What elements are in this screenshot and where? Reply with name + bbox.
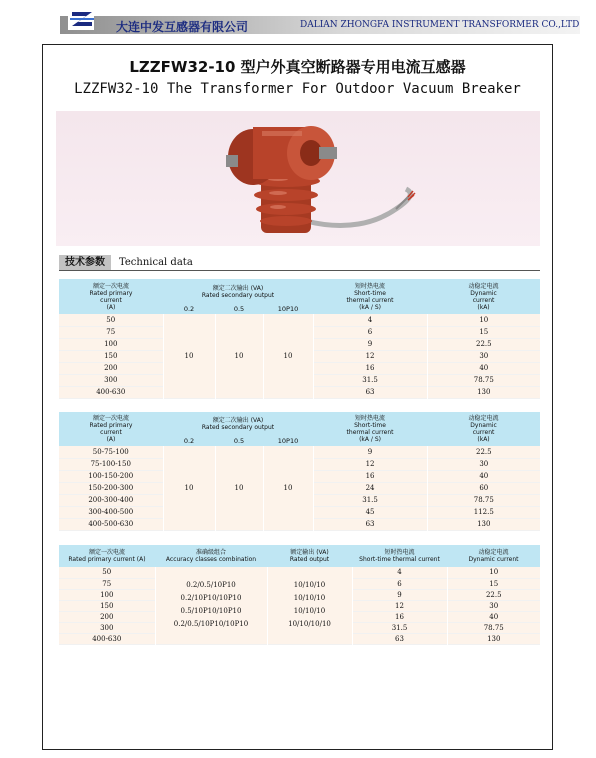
output-cell: 10 bbox=[263, 446, 313, 530]
primary-cell: 200 bbox=[59, 362, 163, 374]
thermal-cell: 63 bbox=[313, 518, 427, 530]
header-thermal-current: 短时热电流 Short-time thermal current (kA / S) bbox=[313, 279, 427, 314]
primary-cell: 150 bbox=[59, 350, 163, 362]
header-thermal-current: 短时热电流 Short-time thermal current (kA / S) bbox=[313, 412, 427, 446]
section-divider bbox=[59, 270, 540, 271]
primary-cell: 50-75-100 bbox=[59, 446, 163, 458]
output-cell: 10 bbox=[215, 314, 263, 398]
product-photo bbox=[56, 111, 540, 246]
sub-header-0.2: 0.2 bbox=[163, 436, 215, 446]
accuracy-item: 0.2/0.5/10P10/10P10 bbox=[173, 620, 249, 629]
thermal-cell: 6 bbox=[313, 326, 427, 338]
thermal-cell: 4 bbox=[352, 567, 447, 578]
header-rated-primary: 额定一次电流 Rated primary current (A) bbox=[59, 412, 163, 446]
thermal-cell: 31.5 bbox=[352, 622, 447, 633]
header-dynamic-current: 动稳定电流 Dynamic current (kA) bbox=[427, 412, 540, 446]
primary-cell: 200 bbox=[59, 611, 155, 622]
header-rated-primary: 额定一次电流 Rated primary current (A) bbox=[59, 279, 163, 314]
thermal-cell: 31.5 bbox=[313, 374, 427, 386]
output-cell: 10 bbox=[263, 314, 313, 398]
transformer-illustration bbox=[56, 111, 540, 246]
thermal-cell: 63 bbox=[313, 386, 427, 398]
output-cell: 10 bbox=[215, 446, 263, 530]
header-dynamic-current: 动稳定电流 Dynamic current bbox=[447, 545, 540, 567]
sub-header-0.2: 0.2 bbox=[163, 305, 215, 314]
primary-cell: 50 bbox=[59, 567, 155, 578]
thermal-cell: 16 bbox=[313, 470, 427, 482]
section-heading bbox=[59, 255, 540, 271]
dynamic-cell: 40 bbox=[447, 611, 540, 622]
dynamic-cell: 40 bbox=[427, 362, 540, 374]
technical-table-3 bbox=[59, 545, 540, 645]
header-thermal-current: 短时热电流 Short-time thermal current bbox=[352, 545, 447, 567]
thermal-cell: 63 bbox=[352, 633, 447, 644]
table-row bbox=[59, 314, 540, 326]
thermal-cell: 16 bbox=[352, 611, 447, 622]
dynamic-cell: 112.5 bbox=[427, 506, 540, 518]
thermal-cell: 9 bbox=[313, 338, 427, 350]
primary-cell: 75-100-150 bbox=[59, 458, 163, 470]
thermal-cell: 9 bbox=[313, 446, 427, 458]
thermal-cell: 12 bbox=[313, 350, 427, 362]
primary-cell: 75 bbox=[59, 578, 155, 589]
table-row bbox=[59, 567, 540, 578]
header-rated-primary: 额定一次电流 Rated primary current (A) bbox=[59, 545, 155, 567]
header-accuracy-classes: 准确级组合 Accuracy classes combination bbox=[155, 545, 267, 567]
dynamic-cell: 10 bbox=[447, 567, 540, 578]
output-cell: 10 bbox=[163, 314, 215, 398]
company-header bbox=[0, 0, 596, 38]
sub-header-10p10: 10P10 bbox=[263, 436, 313, 446]
primary-cell: 400-500-630 bbox=[59, 518, 163, 530]
accuracy-item: 0.2/10P10/10P10 bbox=[180, 594, 242, 603]
dynamic-cell: 15 bbox=[447, 578, 540, 589]
title-en: LZZFW32-10 The Transformer For Outdoor Vacuum Breaker bbox=[74, 81, 521, 97]
header-rated-output: 额定输出 (VA) Rated output bbox=[267, 545, 352, 567]
dynamic-cell: 22.5 bbox=[427, 338, 540, 350]
dynamic-cell: 10 bbox=[427, 314, 540, 326]
output-item: 10/10/10 bbox=[293, 594, 326, 603]
dynamic-cell: 15 bbox=[427, 326, 540, 338]
dynamic-cell: 130 bbox=[427, 386, 540, 398]
table-row bbox=[59, 446, 540, 458]
header-secondary-output: 额定二次输出 (VA) Rated secondary output bbox=[163, 279, 313, 305]
section-label-en: Technical data bbox=[119, 257, 193, 268]
sub-header-0.5: 0.5 bbox=[215, 305, 263, 314]
thermal-cell: 31.5 bbox=[313, 494, 427, 506]
output-item: 10/10/10 bbox=[293, 581, 326, 590]
thermal-cell: 9 bbox=[352, 589, 447, 600]
primary-cell: 300 bbox=[59, 622, 155, 633]
primary-cell: 50 bbox=[59, 314, 163, 326]
primary-cell: 150-200-300 bbox=[59, 482, 163, 494]
thermal-cell: 6 bbox=[352, 578, 447, 589]
header-secondary-output: 额定二次输出 (VA) Rated secondary output bbox=[163, 412, 313, 436]
dynamic-cell: 40 bbox=[427, 470, 540, 482]
thermal-cell: 12 bbox=[352, 600, 447, 611]
company-name-en: DALIAN ZHONGFA INSTRUMENT TRANSFORMER CO.,LTD bbox=[300, 20, 580, 30]
thermal-cell: 16 bbox=[313, 362, 427, 374]
output-item: 10/10/10/10 bbox=[288, 620, 331, 629]
thermal-cell: 4 bbox=[313, 314, 427, 326]
dynamic-cell: 78.75 bbox=[427, 374, 540, 386]
dynamic-cell: 30 bbox=[427, 350, 540, 362]
primary-cell: 150 bbox=[59, 600, 155, 611]
output-cell bbox=[267, 567, 352, 644]
technical-table-2 bbox=[59, 412, 540, 531]
section-label-cn: 技术参数 bbox=[59, 255, 111, 271]
dynamic-cell: 30 bbox=[427, 458, 540, 470]
output-item: 10/10/10 bbox=[293, 607, 326, 616]
primary-cell: 300-400-500 bbox=[59, 506, 163, 518]
company-logo bbox=[66, 8, 110, 36]
dynamic-cell: 60 bbox=[427, 482, 540, 494]
accuracy-cell bbox=[155, 567, 267, 644]
dynamic-cell: 78.75 bbox=[427, 494, 540, 506]
primary-cell: 300 bbox=[59, 374, 163, 386]
title-cn: LZZFW32-10 型户外真空断路器专用电流互感器 bbox=[129, 58, 466, 76]
primary-cell: 200-300-400 bbox=[59, 494, 163, 506]
primary-cell: 100 bbox=[59, 338, 163, 350]
company-name-cn: 大连中发互感器有限公司 bbox=[116, 20, 249, 34]
dynamic-cell: 30 bbox=[447, 600, 540, 611]
thermal-cell: 45 bbox=[313, 506, 427, 518]
technical-table-1 bbox=[59, 279, 540, 399]
dynamic-cell: 130 bbox=[447, 633, 540, 644]
sub-header-10p10: 10P10 bbox=[263, 305, 313, 314]
dynamic-cell: 78.75 bbox=[447, 622, 540, 633]
primary-cell: 100 bbox=[59, 589, 155, 600]
thermal-cell: 12 bbox=[313, 458, 427, 470]
sub-header-0.5: 0.5 bbox=[215, 436, 263, 446]
output-cell: 10 bbox=[163, 446, 215, 530]
thermal-cell: 24 bbox=[313, 482, 427, 494]
accuracy-item: 0.2/0.5/10P10 bbox=[186, 581, 236, 590]
header-dynamic-current: 动稳定电流 Dynamic current (kA) bbox=[427, 279, 540, 314]
accuracy-item: 0.5/10P10/10P10 bbox=[180, 607, 242, 616]
primary-cell: 400-630 bbox=[59, 633, 155, 644]
primary-cell: 75 bbox=[59, 326, 163, 338]
dynamic-cell: 22.5 bbox=[447, 589, 540, 600]
primary-cell: 100-150-200 bbox=[59, 470, 163, 482]
dynamic-cell: 130 bbox=[427, 518, 540, 530]
primary-cell: 400-630 bbox=[59, 386, 163, 398]
dynamic-cell: 22.5 bbox=[427, 446, 540, 458]
